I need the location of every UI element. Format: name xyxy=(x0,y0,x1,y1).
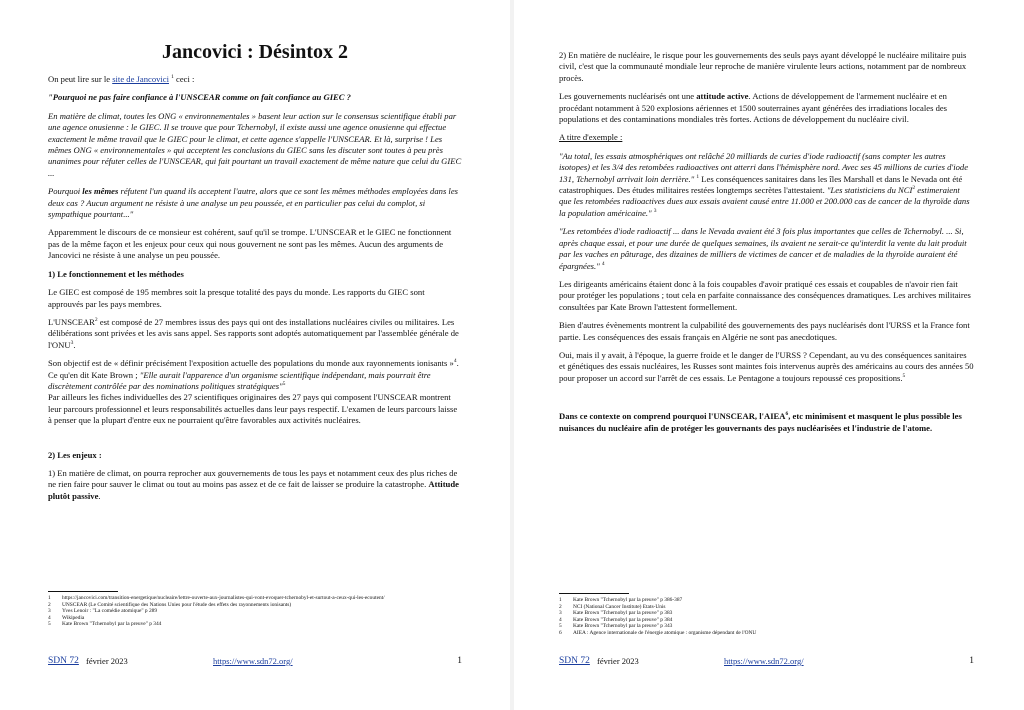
footnote-text: Kate Brown "Tchernobyl par la preuve" p 383 xyxy=(573,610,673,617)
footnote-ref: 3 xyxy=(653,208,657,215)
footnote-ref: 4 xyxy=(453,358,457,365)
quote-text-end: réfutent l'un quand ils acceptent l'autre, alors que ce sont les mêmes méthodes employées dans les deux cas ? Aucun argument ne résiste à une analyse un peu poussée, et en particulier pas celui du complot, si sympathique pourtant..." xyxy=(48,186,458,220)
example-text: Les conséquences sanitaires dans les îles Marshall et dans le Nevada ont été catastrophiques. Des études militaires restées longtemps secrètes l'attestaient. xyxy=(559,173,963,196)
footnote-number: 2 xyxy=(48,601,51,608)
footnote-ref: 3 xyxy=(70,339,74,346)
footnote-text: Kate Brown "Tchernobyl par la preuve" p 343 xyxy=(573,623,673,630)
footnote xyxy=(559,597,974,604)
footnote-number: 6 xyxy=(559,629,562,636)
page-left-content xyxy=(48,40,462,509)
footnote-text: https://jancovici.com/transition-energetique/nucleaire/lettre-ouverte-aux-journalistes-qui-vont-evoquer-tchernobyl-et-surtout-a-ceux-qui-les-ecoutent/ xyxy=(62,595,385,601)
unscear-paragraph xyxy=(48,317,462,351)
footnote-text: Kate Brown "Tchernobyl par la preuve" p 384 xyxy=(573,616,673,623)
enjeux-paragraph xyxy=(48,468,462,502)
example-quote: estimeraient que les retombées radioactives dues aux essais avaient causé entre 11.000 et 200.000 cas de cancer de la thyroïde dans la population américaine." xyxy=(559,185,970,218)
example-quote: "Au total, les essais atmosphériques ont relâché 20 milliards de curies d'iode radioactif (sans compter les autres isotopes) et les 3/4 des retombées radioactives ont atterri dans l'hémisphère nord. Avec ses 45 millions de curies d'iode 131, Tchernobyl arrivait loin derrière." xyxy=(559,150,969,184)
spacer xyxy=(48,434,462,448)
section-heading-enjeux: 2) Les enjeux : xyxy=(48,449,102,460)
page-right xyxy=(514,0,1024,710)
footnote-text: UNSCEAR (Le Comité scientifique des Nations Unies pour l'étude des effets des rayonnements ionisants) xyxy=(62,601,292,608)
footnote-text: Kate Brown "Tchernobyl par la preuve" p 386-387 xyxy=(573,597,683,603)
oui-paragraph xyxy=(559,350,974,384)
exemple-heading: A titre d'exemple : xyxy=(559,132,623,143)
unscear-text: L'UNSCEAR xyxy=(48,316,95,327)
page-left xyxy=(0,0,510,710)
example-quote: "Les retombées d'iode radioactif ... dans le Nevada avaient été 3 fois plus importantes que celles de Tchernobyl. ... Si, après chaque essai, et pour une durée de quelques semaines, ils avaient ne serait-ce qu'interdit la vente du lait produit par les vaches en pâturage, des dizaines de milliers de victimes de cancer et de maladies de la thyroïde auraient été épargnées." xyxy=(559,226,967,271)
footer-date: février 2023 xyxy=(597,656,639,666)
footnote-number: 5 xyxy=(48,621,51,628)
footer-org-link[interactable]: SDN 72 xyxy=(48,656,79,666)
example-paragraph-2 xyxy=(559,226,974,272)
document-title: Jancovici : Désintox 2 xyxy=(161,41,349,63)
quote-text: Pourquoi xyxy=(48,186,83,197)
example-quote: "Les statisticiens du NCI xyxy=(826,185,913,196)
footnote-ref: 4 xyxy=(601,260,605,267)
jancovici-site-link[interactable]: site de Jancovici xyxy=(112,74,169,84)
footnote xyxy=(559,604,974,611)
objectif-text: . Ce qu'en dit Kate Brown ; xyxy=(48,358,459,380)
footnote-number: 3 xyxy=(48,608,51,615)
quote-emphasis: les mêmes xyxy=(82,186,119,197)
example-paragraph-1 xyxy=(559,151,974,219)
kate-brown-quote: "Elle aurait l'apparence d'un organisme scientifique indépendant, mais pourrait être discrètement contrôlée par des nominations politiques stratégiques" xyxy=(48,369,431,391)
footnote-ref: 1 xyxy=(171,74,174,81)
footnote xyxy=(48,602,462,609)
dirigeants-paragraph: Les dirigeants américains étaient donc à la fois coupables d'avoir pratiqué ces essais et coupables de n'avoir rien fait pour protéger les populations ; tout cela en parfaite connaissance des conséquences dramatiques. Les archives militaires consultées par Kate Brown l'attestent formellement. xyxy=(559,278,971,312)
footnote-number: 3 xyxy=(559,610,562,617)
oui-text: Oui, mais il y avait, à l'époque, la guerre froide et le danger de l'URSS ? Cependant, au vu des conséquences sanitaires et génétiques des essais nucléaires, les Russes sont maintes fois intervenus auprès des américains au cours des années 50 pour proposer un accord sur l'arrêt de ces essais. Le Pentagone a toujours repoussé ces propositions. xyxy=(559,349,974,383)
fiches-paragraph: Par ailleurs les fiches individuelles des 27 scientifiques originaires des 27 pays qui composent l'UNSCEAR montrent leur parcours professionnel et leurs responsabilités actuelles dans leur pays respectif. L'examen de leurs parcours laisse à penser que la plupart d'entre eux ne pourraient qu'être favorables aux activités nucléaires. xyxy=(48,392,458,426)
section-heading-fonctionnement: 1) Le fonctionnement et les méthodes xyxy=(48,268,184,279)
unscear-text: . xyxy=(73,339,76,350)
enjeux-text: 1) En matière de climat, on pourra reprocher aux gouvernements de tous les pays et notamment ceux des plus riches de ne rien faire pour sauver le climat ou tout au moins pas assez et de ce fait de laisser se produire la catastrophe. xyxy=(48,467,458,490)
footnote-ref: 1 xyxy=(696,173,700,180)
active-text: Les gouvernements nucléarisés ont une xyxy=(559,91,697,102)
footnote-ref: 2 xyxy=(912,185,916,192)
footnote-ref: 5 xyxy=(902,372,906,379)
footnote-ref: 5 xyxy=(282,381,286,388)
footnote-text: Yves Lenoir : "La comédie atomique" p 289 xyxy=(62,608,158,615)
conclusion-text-end: , etc minimisent et masquent le plus possible les nuisances du nucléaire afin de protéger les gouvernants des pays nucléarisées et l'industrie de l'atome. xyxy=(559,411,962,433)
footnote xyxy=(559,623,974,630)
footer-date: février 2023 xyxy=(86,656,128,666)
intro-text: On peut lire sur le xyxy=(48,74,113,84)
footnote-ref: 6 xyxy=(785,411,789,418)
footnote xyxy=(48,615,462,622)
nucleaire-paragraph: 2) En matière de nucléaire, le risque pour les gouvernements des seuls pays ayant développé le nucléaire militaire puis civil, c'est que la communauté mondiale leur reproche de manière virulente leurs actions, notamment par de nombreux procès. xyxy=(559,50,967,83)
footnote xyxy=(48,608,462,615)
active-emphasis: attitude active xyxy=(696,91,749,102)
footnote-number: 4 xyxy=(48,614,51,621)
footnote-number: 4 xyxy=(559,616,562,623)
footnote-number: 1 xyxy=(559,597,562,603)
footnote xyxy=(559,610,974,617)
footnote-text: Kate Brown "Tchernobyl par la preuve" p 344 xyxy=(62,621,162,628)
rebuttal-paragraph: Apparemment le discours de ce monsieur est cohérent, sauf qu'il se trompe. L'UNSCEAR et le GIEC ne fonctionnent pas de la même façon et les enjeux pour ceux qui nous gouvernent ne sont pas les mêmes. Aucun des arguments de Jancovici ne résiste à une analyse un peu poussée. xyxy=(48,227,452,261)
footnote xyxy=(48,595,462,602)
footnotes-left xyxy=(48,591,462,628)
footnote xyxy=(559,617,974,624)
footnote-rule xyxy=(48,591,118,592)
page-number: 1 xyxy=(969,656,974,666)
intro-paragraph xyxy=(48,74,462,85)
page-right-content xyxy=(559,50,974,441)
footnote-text: Wikipedia xyxy=(62,614,85,621)
objectif-text: Son objectif est de « définir précisément l'exposition actuelle des populations du monde aux rayonnements ionisants » xyxy=(48,358,454,369)
active-paragraph xyxy=(559,91,974,125)
conclusion-paragraph xyxy=(559,411,974,434)
footer-org-link[interactable]: SDN 72 xyxy=(559,656,590,666)
footnote xyxy=(48,621,462,628)
conclusion-text: Dans ce contexte on comprend pourquoi l'UNSCEAR, l'AIEA xyxy=(559,411,786,422)
giec-paragraph: Le GIEC est composé de 195 membres soit la presque totalité des pays du monde. Les rapports du GIEC sont approuvés par les pays membres. xyxy=(48,287,425,309)
footnotes-right xyxy=(559,593,974,637)
intro-text-end: ceci : xyxy=(173,74,195,84)
footer-url-link[interactable]: https://www.sdn72.org/ xyxy=(213,656,293,666)
footer-url-link[interactable]: https://www.sdn72.org/ xyxy=(724,656,804,666)
footnote-text: NCI (National Cancer Institute) Etats-Unis xyxy=(573,603,666,610)
quote-body: En matière de climat, toutes les ONG « environnementales » basent leur action sur le consensus scientifique établi par une agence onusienne : le GIEC. Il se trouve que pour Tchernobyl, il existe aussi une agence onusienne qui effectue exactement le même travail que le GIEC pour le climat, et cette agence s'appelle l'UNSCEAR. Et là, surprise ! Les mêmes ONG « environnementales » qui acceptent les conclusions du GIEC sans les discuter sont toutes à peu près unanimes pour réfuter celles de l'UNSCEAR, qui fait pourtant un travail exactement de même nature que celui du GIEC ... xyxy=(48,110,462,178)
active-text-end: . Actions de développement de l'armement nucléaire et en procédant notamment à 520 explosions aériennes et 1500 souterraines ayant générées des irradiations locales des populations et des contaminations mondiales très fortes. Actions de développement du nucléaire civil. xyxy=(559,91,948,125)
spacer xyxy=(559,391,974,411)
footnote xyxy=(559,630,974,637)
enjeux-text-end: . xyxy=(98,490,101,501)
quote-conclusion xyxy=(48,186,462,220)
footnote-rule xyxy=(559,593,629,594)
footnote-number: 2 xyxy=(559,603,562,610)
footnote-number: 1 xyxy=(48,595,51,601)
bien-paragraph: Bien d'autres évènements montrent la culpabilité des gouvernements des pays nucléarisés dont l'URSS et la France font partie. Les conséquences des essais français en Algérie ne sont pas anecdotiques. xyxy=(559,320,970,342)
enjeux-emphasis: Attitude plutôt passive xyxy=(48,479,459,501)
unscear-text: est composé de 27 membres issus des pays qui ont des installations nucléaires civiles ou militaires. Les délibérations sont privées et les avis sans appel. Ses rapports sont adoptés automatiquement par l'assemblée générale de l'ONU xyxy=(48,316,459,350)
footnote-ref: 2 xyxy=(94,317,98,324)
quote-heading: "Pourquoi ne pas faire confiance à l'UNSCEAR comme on fait confiance au GIEC ? xyxy=(48,92,351,103)
page-number: 1 xyxy=(457,656,462,666)
footnote-text: AIEA : Agence internationale de l'énergie atomique : organisme dépendant de l'ONU xyxy=(573,629,757,636)
footnote-number: 5 xyxy=(559,623,562,630)
objectif-paragraph xyxy=(48,358,462,392)
